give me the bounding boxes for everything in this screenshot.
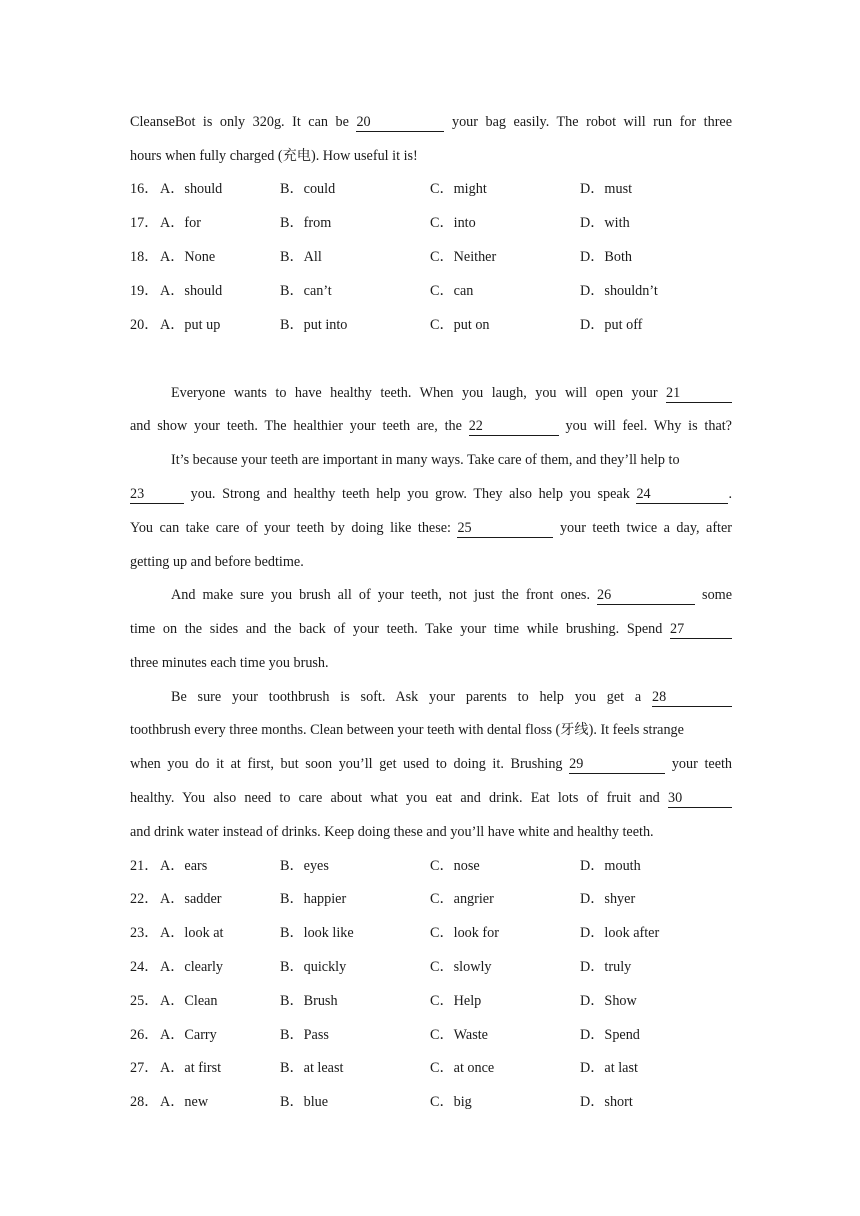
question-row	[130, 1058, 732, 1078]
question-number: 25．	[130, 993, 159, 1009]
option-d: D．must	[580, 181, 633, 197]
question-number: 26．	[130, 1027, 159, 1043]
text: your teeth	[671, 756, 733, 772]
option-b: B．can’t	[280, 283, 332, 299]
blank-25: 25	[457, 520, 553, 538]
question-row	[130, 856, 732, 876]
option-b: B．could	[280, 181, 336, 197]
text: And make sure you brush all of your teeth, not just the front ones.	[171, 587, 591, 603]
option-d: D．truly	[580, 959, 632, 975]
text: you. Strong and healthy teeth help you grow. They also help you speak	[190, 486, 630, 502]
question-number: 28．	[130, 1094, 159, 1110]
option-b: B．blue	[280, 1094, 329, 1110]
option-d: D．with	[580, 215, 630, 231]
option-c: C．Neither	[430, 249, 497, 265]
option-b: B．at least	[280, 1060, 344, 1076]
option-d: D．look after	[580, 925, 660, 941]
question-row	[130, 957, 732, 977]
blank-28: 28	[652, 689, 732, 707]
option-d: D．mouth	[580, 858, 641, 874]
option-b: B．Pass	[280, 1027, 329, 1043]
option-a: A．look at	[160, 925, 224, 941]
option-c: C．at once	[430, 1060, 495, 1076]
passage2-line: getting up and before bedtime.	[130, 554, 304, 570]
passage2-line	[171, 585, 732, 605]
option-b: B．happier	[280, 891, 347, 907]
text: some	[702, 587, 732, 603]
option-b: B．eyes	[280, 858, 329, 874]
question-row	[130, 923, 732, 943]
option-c: C．Waste	[430, 1027, 488, 1043]
question-row	[130, 889, 732, 909]
question-row	[130, 179, 732, 199]
option-a: A．Clean	[160, 993, 218, 1009]
option-c: C．look for	[430, 925, 499, 941]
question-row	[130, 281, 732, 301]
text: time on the sides and the back of your teeth. Take your time while brushing. Spend	[130, 621, 663, 637]
option-d: D．shyer	[580, 891, 636, 907]
text: healthy. You also need to care about what you eat and drink. Eat lots of fruit and	[130, 790, 660, 806]
blank-21: 21	[666, 385, 732, 403]
passage2-line: three minutes each time you brush.	[130, 655, 329, 671]
text: your teeth twice a day, after	[559, 520, 733, 536]
option-c: C．Help	[430, 993, 482, 1009]
question-row	[130, 1025, 732, 1045]
option-d: D．Both	[580, 249, 633, 265]
passage2-line	[130, 788, 732, 808]
question-number: 16．	[130, 181, 159, 197]
passage2-line	[130, 754, 732, 774]
option-b: B．Brush	[280, 993, 338, 1009]
option-a: A．for	[160, 215, 201, 231]
text: you will feel. Why is that?	[565, 418, 732, 434]
option-c: C．might	[430, 181, 487, 197]
text: CleanseBot is only 320g. It can be	[130, 114, 349, 130]
option-d: D．at last	[580, 1060, 638, 1076]
option-d: D．put off	[580, 317, 643, 333]
question-row	[130, 247, 732, 267]
option-d: D．short	[580, 1094, 633, 1110]
text: Be sure your toothbrush is soft. Ask your parents to help you get a	[171, 689, 642, 705]
question-row	[130, 991, 732, 1011]
passage1-line-1	[130, 112, 732, 132]
text: when you do it at first, but soon you’ll get used to doing it. Brushing	[130, 756, 563, 772]
option-a: A．sadder	[160, 891, 222, 907]
question-number: 17．	[130, 215, 159, 231]
question-number: 19．	[130, 283, 159, 299]
blank-27: 27	[670, 621, 732, 639]
passage2-line: It’s because your teeth are important in many ways. Take care of them, and they’ll help to	[171, 452, 680, 468]
option-a: A．should	[160, 181, 223, 197]
question-number: 22．	[130, 891, 159, 907]
question-number: 20．	[130, 317, 159, 333]
passage1-line-2: hours when fully charged (充电). How useful it is!	[130, 148, 418, 164]
option-a: A．should	[160, 283, 223, 299]
blank-23: 23	[130, 486, 184, 504]
question-row	[130, 1092, 732, 1112]
option-a: A．None	[160, 249, 216, 265]
option-d: D．shouldn’t	[580, 283, 658, 299]
option-d: D．Spend	[580, 1027, 640, 1043]
passage2-line	[130, 518, 732, 538]
option-c: C．into	[430, 215, 476, 231]
blank-30: 30	[668, 790, 732, 808]
option-c: C．nose	[430, 858, 480, 874]
option-c: C．put on	[430, 317, 490, 333]
passage2-line: toothbrush every three months. Clean between your teeth with dental floss (牙线). It feels strange	[130, 722, 684, 738]
blank-24: 24	[636, 486, 728, 504]
passage2-line	[171, 383, 732, 403]
blank-26: 26	[597, 587, 695, 605]
option-a: A．Carry	[160, 1027, 217, 1043]
option-a: A．ears	[160, 858, 208, 874]
option-a: A．at first	[160, 1060, 222, 1076]
question-number: 18．	[130, 249, 159, 265]
option-d: D．Show	[580, 993, 637, 1009]
option-b: B．All	[280, 249, 322, 265]
option-b: B．put into	[280, 317, 348, 333]
text: .	[728, 486, 732, 502]
passage2-line	[130, 484, 732, 504]
passage2-line	[171, 687, 732, 707]
option-b: B．quickly	[280, 959, 347, 975]
question-number: 23．	[130, 925, 159, 941]
option-c: C．angrier	[430, 891, 494, 907]
question-number: 21．	[130, 858, 159, 874]
option-a: A．new	[160, 1094, 209, 1110]
question-number: 27．	[130, 1060, 159, 1076]
blank-24-group	[636, 486, 732, 502]
option-a: A．clearly	[160, 959, 224, 975]
option-c: C．can	[430, 283, 474, 299]
option-b: B．look like	[280, 925, 354, 941]
text: You can take care of your teeth by doing like these:	[130, 520, 451, 536]
blank-20: 20	[356, 114, 444, 132]
question-number: 24．	[130, 959, 159, 975]
option-a: A．put up	[160, 317, 221, 333]
option-c: C．big	[430, 1094, 472, 1110]
passage2-line	[130, 416, 732, 436]
text: your bag easily. The robot will run for three	[451, 114, 733, 130]
blank-29: 29	[569, 756, 665, 774]
passage2-line: and drink water instead of drinks. Keep doing these and you’ll have white and healthy teeth.	[130, 824, 654, 840]
option-c: C．slowly	[430, 959, 492, 975]
option-b: B．from	[280, 215, 332, 231]
passage2-line	[130, 619, 732, 639]
text: and show your teeth. The healthier your teeth are, the	[130, 418, 462, 434]
question-row	[130, 213, 732, 233]
text: Everyone wants to have healthy teeth. When you laugh, you will open your	[171, 385, 658, 401]
question-row	[130, 315, 732, 335]
blank-22: 22	[469, 418, 559, 436]
